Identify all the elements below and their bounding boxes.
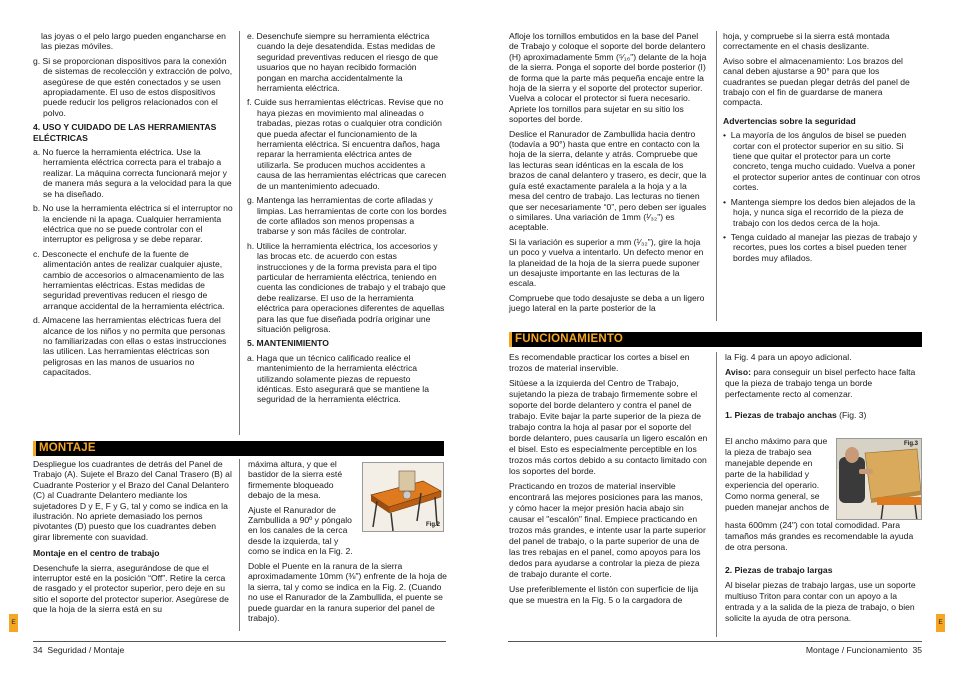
aviso-para: Aviso: para conseguir un bisel perfecto hace falta que la pieza de trabajo tenga un borde perfectamente recto al comenzar. <box>725 367 916 399</box>
list-item: a. Haga que un técnico calificado realice el mantenimiento de la herramienta eléctrica utilizando solamente piezas de repuesto idénticas. Esto asegurará que se mantiene la seguridad de la herramienta eléctrica. <box>247 352 429 405</box>
figure-2-label: Fig.2 <box>425 522 440 528</box>
para: Aviso sobre el almacenamiento: Los brazos del canal deben ajustarse a 90° para que los cuadrantes se puedan plegar detrás del panel de trabajo con el fin de guardarse de manera compacta. <box>723 55 910 108</box>
footer-rule-right <box>508 641 922 642</box>
para: Deslice el Ranurador de Zambullida hacia dentro (todavía a 90°) hasta que entre en contacto con la hoja de la sierra, delante y atrás. Compruebe que las lecturas sean idénticas en la escala de los brazos de canal delantero y trasero, es decir, que la guía esté exactamente paralela a la hoja y a la mesa del centro de trabajo. Las lecturas no tienen que ser necesariamente “0”, pero deben ser iguales o similares. Una variación de 1mm (¹⁄₃₂") es aceptable. <box>509 128 707 233</box>
montaje-col2-b: Ajuste el Ranurador de Zambullida a 90º y póngalo en los canales de la cerca desde la izquierda, tal y como se indica en la Fig. 2. <box>248 504 353 557</box>
column-divider <box>716 31 717 321</box>
montaje-section-bar <box>33 441 444 456</box>
funcionamiento-section-bar <box>509 332 922 347</box>
list-item: g. Mantenga las herramientas de corte afiladas y limpias. Las herramientas de corte con los bordes de corte afilados son menos propensas a trabarse y son más fáciles de controlar. <box>247 195 447 237</box>
montaje-title: MONTAJE <box>39 442 96 454</box>
warning-bullet: • Mantenga siempre los dedos bien alejados de la hoja, y nunca siga el recorrido de la pieza de trabajo con los dedos cerca de la hoja. <box>723 196 916 228</box>
section-4-title: 4. USO Y CUIDADO DE LAS HERRAMIENTAS ELÉCTRICAS <box>33 122 217 143</box>
advertencias-title: Advertencias sobre la seguridad <box>723 115 856 126</box>
anchas-text-a: El ancho máximo para que la pieza de trabajo sea manejable depende en parte de la habilidad y experiencia del operario. Como norma general, se pueden manejar anchos de <box>725 436 830 512</box>
footer-label-right: Montage / Funcionamiento <box>805 645 908 655</box>
montaje-centro-title: Montaje en el centro de trabajo <box>33 548 160 559</box>
funcionamiento-title: FUNCIONAMIENTO <box>515 333 624 345</box>
anchas-text-b: hasta 600mm (24") con total comodidad. Para tamaños más grandes es recomendable la ayuda de otra persona. <box>725 520 914 552</box>
page-number-left: 34 Seguridad / Montaje <box>33 645 125 655</box>
figure-3-label: Fig.3 <box>903 441 918 447</box>
page-footer-right <box>806 645 922 655</box>
workpiece-photo-illustration <box>837 439 922 520</box>
figure-3-image <box>836 438 922 520</box>
list-item: h. Utilice la herramienta eléctrica, los accesorios y las brocas etc. de acuerdo con estas instrucciones y de la forma prevista para el tipo particular de herramienta eléctrica, teniendo en cuenta las condiciones de trabajo y el trabajo que debe realizarse. El uso de la herramienta eléctrica para operaciones diferentes de aquellas para las que fue diseñada podría originar une situación peligrosa. <box>247 240 446 334</box>
list-item: c. Desconecte el enchufe de la fuente de alimentación antes de realizar cualquier ajuste, cambio de accesorios o almacenamiento de las herramientas eléctricas. Estas medidas de seguridad preventivas reducen el riesgo de arranque accidental de la herramienta eléctrica. <box>33 248 225 311</box>
list-item: f. Cuide sus herramientas eléctricas. Revise que no haya piezas en movimiento mal alineadas o trabadas, piezas rotas o cualquier otra condición que pueda afectar el funcionamiento de la herramienta eléctrica. Si encuentra daños, haga reparar la herramienta eléctrica antes de utilizarla. Se producen muchos accidentes a causa de las herramientas eléctricas que carecen de un mantenimiento adecuado. <box>247 97 447 191</box>
list-item: a. No fuerce la herramienta eléctrica. Use la herramienta eléctrica correcta para el trabajo a realizar. La máquina correcta funcionará mejor y de manera más segura a la velocidad para la que se ha diseñado. <box>33 147 232 199</box>
funcionamiento-bar-accent <box>509 332 512 347</box>
para: hoja, y compruebe si la sierra está montada correctamente en el chasis deslizante. <box>723 31 890 52</box>
left-col-1 <box>33 31 233 382</box>
list-item: g. Si se proporcionan dispositivos para la conexión de sistemas de recolección y extracción de polvo, asegúrese de que estén conectados y se usen apropiadamente. El uso de estos dispositivos puede reducir los peligros relacionados con el polvo. <box>33 55 233 118</box>
language-tab-left: E <box>9 614 18 632</box>
anchas-title: 1. Piezas de trabajo anchas (Fig. 3) <box>725 410 867 420</box>
section-5-title: 5. MANTENIMIENTO <box>247 338 329 349</box>
left-col-2 <box>247 31 447 409</box>
footer-label-left: Seguridad / Montaje <box>47 645 125 655</box>
para: la Fig. 4 para un apoyo adicional. <box>725 352 852 362</box>
montaje-col-2 <box>248 459 358 561</box>
footer-rule-left <box>33 641 446 642</box>
right-col-1 <box>509 31 709 318</box>
para: Si la variación es superior a mm (¹⁄₃₂"), gire la hoja un poco y vuelva a intentarlo. Un defecto menor en la planeidad de la hoja de la sierra puede suponer un desajuste importante en las lecturas de la escala. <box>509 236 704 289</box>
para: Es recomendable practicar los cortes a bisel en trozos de material inservible. <box>509 352 690 373</box>
para: Practicando en trozos de material inservible encontrará las mejores posiciones para las manos, y cómo hacer la mejor presión hacia abajo sin causar el "escalón" final. Empiece practicando en trozos más grandes, e intente usar la parte superior del panel de trabajo, o la parte superior de una de las tres rebajas en el panel, como apoyos para los dedos para ayudarse a controlar la pieza de pieza de trabajo durante el corte. <box>509 481 706 579</box>
list-item: las joyas o el pelo largo pueden engancharse en las piezas móviles. <box>41 31 226 52</box>
montaje-col2-a: máxima altura, y que el bastidor de la sierra esté firmemente bloqueado debajo de la mesa. <box>248 459 343 501</box>
montaje-col2-c: Doble el Puente en la ranura de la sierra aproximadamente 10mm (⅜") enfrente de la hoja de la sierra, tal y como se indica en la Fig. 2. (Cuando no use el Ranurador de la Zambullida, el puente se puede guardar en la ranura superior del panel de trabajo). <box>248 561 447 624</box>
montaje-col-2-lower <box>248 561 448 627</box>
largas-text: Al biselar piezas de trabajo largas, use un soporte multiuso Triton para contar con un apoyo a la entrada y a la salida de la pieza de trabajo, o bien solicite la ayuda de otra persona. <box>725 580 916 623</box>
warning-bullet: • La mayoría de los ángulos de bisel se pueden cortar con el protector superior en su sitio. Si tiene que quitar el protector para un corte concreto, tenga mucho cuidado. Vuelva a poner el protector superior antes de continuar con otros cortes. <box>723 130 921 193</box>
largas-title: 2. Piezas de trabajo largas <box>725 565 833 575</box>
funcionamiento-col-1 <box>509 352 709 610</box>
anchas-text-narrow <box>725 436 831 517</box>
para: Afloje los tornillos embutidos en la base del Panel de Trabajo y coloque el soporte del borde delantero (H) aproximadamente 5mm (⁵⁄₁₆") delante de la hoja de la sierra. Ponga el soporte del borde posterior (I) de forma que la parte más pequeña encaje entre la hoja de la sierra y el soporte del protector superior. Vuelva a colocar el protector si fuera necesario. Apriete los tornillos para sujetar en su sitio los soportes del borde. <box>509 31 707 125</box>
figure-2-image <box>362 462 444 532</box>
list-item: e. Desenchufe siempre su herramienta eléctrica cuando la deje desatendida. Estas medidas de seguridad preventivas reducen el riesgo de que usuarios que no hayan recibido formación pongan en marcha accidentalmente la herramienta eléctrica. <box>247 31 439 94</box>
montaje-intro: Despliegue los cuadrantes de detrás del Panel de Trabajo (A). Sujete el Brazo del Canal Trasero (B) al Cuadrante Posterior y el Brazo del Canal Delantero (C) al Cuadrante Delantero mediante los sujetadores D y E, F y G, tal y como se indica en la ilustración. No apriete demasiado los pernos pivotantes (D) puesto que los cuadrantes deben girar libremente con suavidad. <box>33 459 232 542</box>
language-tab-right: E <box>936 614 945 632</box>
montaje-col-1 <box>33 459 233 619</box>
list-item: b. No use la herramienta eléctrica si el interruptor no la enciende ni la apaga. Cualquier herramienta eléctrica que no se puede controlar con el interruptor es peligrosa y se debe reparar. <box>33 203 233 245</box>
page-number-right: 35 <box>912 645 922 655</box>
funcionamiento-col-2 <box>725 352 923 425</box>
column-divider <box>239 31 240 435</box>
column-divider <box>716 352 717 637</box>
para: Use preferiblemente el listón con superficie de lija que se muestra en la Fig. 5 o la cargadora de <box>509 584 699 605</box>
list-item: d. Almacene las herramientas eléctricas fuera del alcance de los niños y no permita que personas no familiarizadas con ellas o estas instrucciones las utilicen. Las herramientas eléctricas son peligrosas en las manos de usuarios no capacitados. <box>33 315 227 378</box>
montaje-centro-text: Desenchufe la sierra, asegurándose de que el interruptor esté en la posición “Off”. Retire la cerca de rasgado y el protector superior, pero deje en su sitio el soporte del protector superior. Asegúrese de que la hoja de la sierra está en su <box>33 562 229 615</box>
right-col-2 <box>723 31 923 267</box>
para: Compruebe que todo desajuste se deba a un ligero juego lateral en la parte posterior de la <box>509 292 705 314</box>
column-divider <box>239 459 240 631</box>
warning-bullet: • Tenga cuidado al manejar las piezas de trabajo y recortes, pues los cortes a bisel pueden tener bordes muy afilados. <box>723 231 918 263</box>
para: Sitúese a la izquierda del Centro de Trabajo, sujetando la pieza de trabajo firmemente sobre el soporte del borde delantero y contra el panel de trabajo. Evite bajar la parte superior de la pieza de trabajo contra la hoja al pasar por el soporte del borde delantero, pues causaría un ligero escalón en el bisel. Esto es especialmente perceptible en los trozos más cortos debido a su contacto limitado con los soportes del borde. <box>509 378 708 476</box>
montaje-bar-accent <box>33 441 36 456</box>
aviso-label: Aviso: <box>725 367 751 377</box>
anchas-text-wide <box>725 520 923 628</box>
